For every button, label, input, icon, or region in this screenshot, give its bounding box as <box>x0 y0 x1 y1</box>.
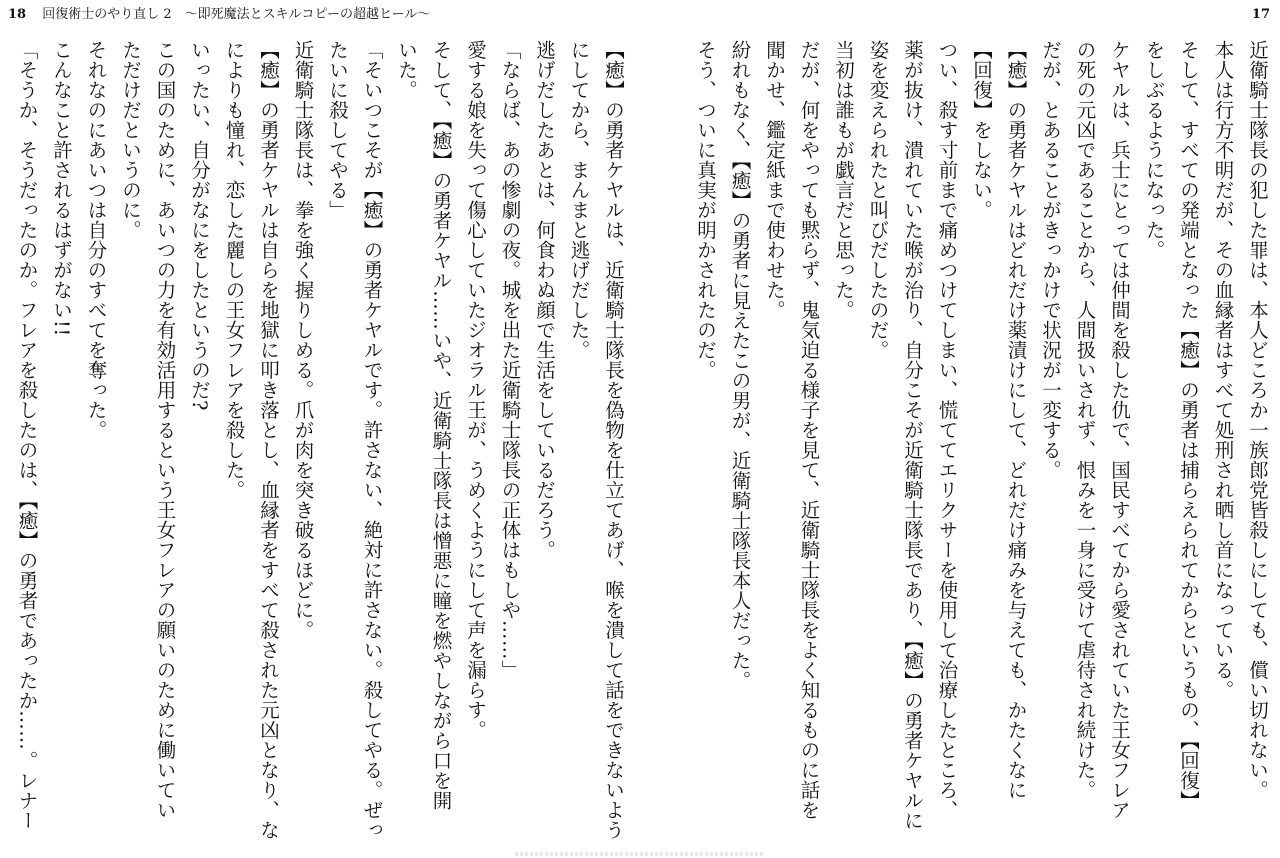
text-line: 本人は行方不明だが、その血縁者はすべて処刑され晒し首になっている。 <box>1211 40 1235 700</box>
text-line: 当初は誰もが戯言だと思った。 <box>832 40 855 320</box>
text-line: 【癒】の勇者ケヤルは自らを地獄に叩き落とし、血縁者をすべて殺された元凶となり、な <box>257 40 280 840</box>
text-line: ただけだというのに。 <box>119 40 142 240</box>
text-line: それなのにあいつは自分のすべてを奪った。 <box>84 40 108 440</box>
text-line: そして、【癒】の勇者ケヤル……いや、近衛騎士隊長は憎悪に瞳を燃やしながら口を開 <box>429 40 453 811</box>
text-line: 姿を変えられたと叫びだしたのだ。 <box>866 40 890 360</box>
text-line: ケヤルは、兵士にとっては仲間を殺した仇で、国民すべてから愛されていた王女フレア <box>1108 40 1131 820</box>
text-line: たいに殺してやる」 <box>326 40 349 220</box>
right-page-body <box>678 40 1274 836</box>
running-title: 回復術士のやり直し 2 ～即死魔法とスキルコピーの超越ヒール～ <box>42 7 431 22</box>
text-line: いた。 <box>395 40 418 100</box>
text-line: によりも憧れ、恋した麗しの王女フレアを殺した。 <box>222 40 246 500</box>
text-line: にしてから、まんまと逃げだした。 <box>567 40 591 360</box>
left-page-header <box>8 7 430 23</box>
text-line: つい、殺す寸前まで痛めつけてしまい、慌ててエリクサーを使用して治療したところ、 <box>935 40 959 820</box>
text-line: 「そうか、そうだったのか。フレアを殺したのは、【癒】の勇者であったか……。レナー <box>15 40 39 831</box>
text-line: 【癒】の勇者ケヤルはどれだけ薬漬けにして、どれだけ痛みを与えても、かたくなに <box>1004 40 1028 800</box>
text-line: だが、何をやっても黙らず、鬼気迫る様子を見て、近衛騎士隊長をよく知るものに話を <box>797 40 821 820</box>
text-line: 近衛騎士隊長は、拳を強く握りしめる。爪が肉を突き破るほどに。 <box>291 40 315 640</box>
right-page <box>640 0 1280 858</box>
text-line: 近衛騎士隊長の犯した罪は、本人どころか一族郎党皆殺しにしても、償い切れない。 <box>1246 40 1269 800</box>
text-line: 「そいつこそが【癒】の勇者ケヤルです。許さない、絶対に許さない。殺してやる。ぜっ <box>360 40 384 840</box>
text-line: 紛れもなく、【癒】の勇者に見えたこの男が、近衛騎士隊長本人だった。 <box>728 40 752 691</box>
text-line: いったい、自分がなにをしたというのだ? <box>188 40 211 411</box>
text-line: そう、ついに真実が明かされたのだ。 <box>694 40 717 380</box>
text-line: 逃げだしたあとは、何食わぬ顔で生活をしているだろう。 <box>533 40 556 560</box>
text-line: 愛する娘を失って傷心していたジオラル王が、うめくようにして声を漏らす。 <box>464 40 487 740</box>
text-line: 聞かせ、鑑定紙まで使わせた。 <box>763 40 786 320</box>
text-line: をしぶるようになった。 <box>1142 40 1166 260</box>
text-line: だが、とあることがきっかけで状況が一変する。 <box>1039 40 1062 480</box>
left-page-number: 18 <box>8 7 27 22</box>
text-line: 【癒】の勇者ケヤルは、近衛騎士隊長を偽物を仕立てあげ、喉を潰して話をできないよう <box>602 40 625 840</box>
right-page-number: 17 <box>1251 7 1270 22</box>
text-line: そして、すべての発端となった【癒】の勇者は捕らえられてからというもの、【回復】 <box>1177 40 1200 811</box>
text-line: こんなこと許されるはずがない!! <box>50 40 73 337</box>
text-line: 「ならば、あの惨劇の夜。城を出た近衛騎士隊長の正体はもしや……」 <box>498 40 522 680</box>
text-line: この国のために、あいつの力を有効活用するという王女フレアの願いのために働いてい <box>153 40 177 820</box>
text-line: 【回復】をしない。 <box>970 40 993 220</box>
text-line: 薬が抜け、潰れていた喉が治り、自分こそが近衛騎士隊長であり、【癒】の勇者ケヤルに <box>901 40 924 831</box>
left-page-body <box>8 40 630 840</box>
text-line: の死の元凶であることから、人間扱いされず、恨みを一身に受けて虐待され続けた。 <box>1073 40 1097 800</box>
footer-watermark <box>515 852 765 856</box>
